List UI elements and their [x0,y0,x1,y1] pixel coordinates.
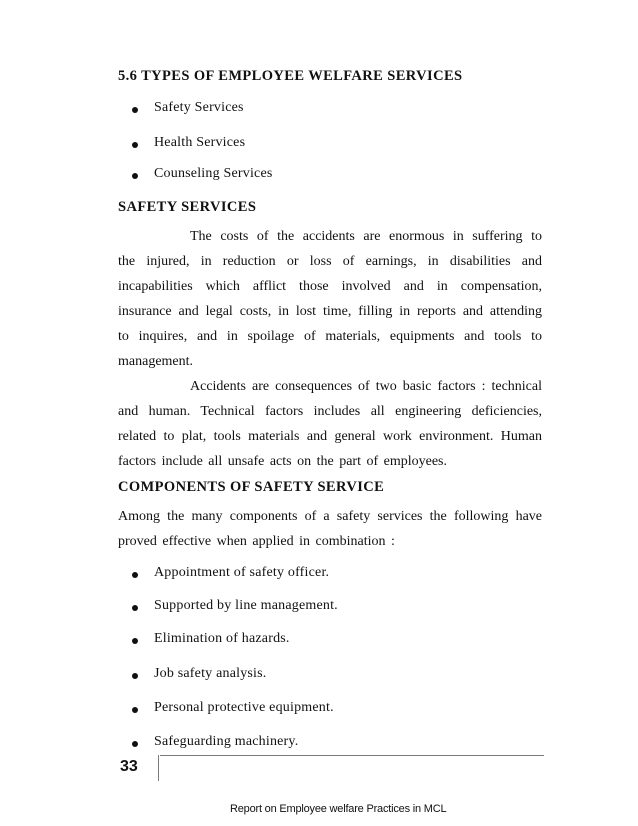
paragraph-line: the injured, in reduction or loss of earnings, in disabilities and [118,254,542,269]
bullet-icon [132,673,138,679]
paragraph-line: factors include all unsafe acts on the part of employees. [118,454,447,469]
bullet-icon [132,741,138,747]
bullet-icon [132,142,138,148]
bullet-icon [132,107,138,113]
paragraph-line: related to plat, tools materials and general work environment. Human [118,429,542,444]
section-title: 5.6 TYPES OF EMPLOYEE WELFARE SERVICES [118,68,463,84]
paragraph-line: proved effective when applied in combination : [118,534,395,549]
list-item-text: Health Services [154,135,246,150]
paragraph-line: incapabilities which afflict those involved and in compensation, [118,279,542,294]
components-heading: COMPONENTS OF SAFETY SERVICE [118,479,385,495]
paragraph-line: and human. Technical factors includes all engineering deficiencies, [118,404,542,419]
list-item-text: Safeguarding machinery. [154,734,299,749]
paragraph-line: Among the many components of a safety services the following have [118,509,542,524]
footer-divider [160,755,544,756]
bullet-icon [132,173,138,179]
paragraph-line: insurance and legal costs, in lost time, filling in reports and attending [118,304,542,319]
paragraph-line: to inquires, and in spoilage of materials, equipments and tools to [118,329,542,344]
paragraph-line: Accidents are consequences of two basic factors : technical [190,379,542,394]
list-item-text: Elimination of hazards. [154,631,290,646]
bullet-icon [132,605,138,611]
list-item-text: Job safety analysis. [154,666,267,681]
paragraph-line: The costs of the accidents are enormous in suffering to [190,229,542,244]
page-number: 33 [120,758,138,775]
list-item-text: Personal protective equipment. [154,700,334,715]
footer-report-title: Report on Employee welfare Practices in MCL [230,803,447,815]
list-item-text: Appointment of safety officer. [154,565,330,580]
list-item-text: Supported by line management. [154,598,338,613]
paragraph-line: management. [118,354,194,369]
list-item-text: Counseling Services [154,166,273,181]
bullet-icon [132,572,138,578]
list-item-text: Safety Services [154,100,244,115]
bullet-icon [132,707,138,713]
footer-vertical-divider [158,755,159,781]
safety-services-heading: SAFETY SERVICES [118,199,257,215]
bullet-icon [132,638,138,644]
